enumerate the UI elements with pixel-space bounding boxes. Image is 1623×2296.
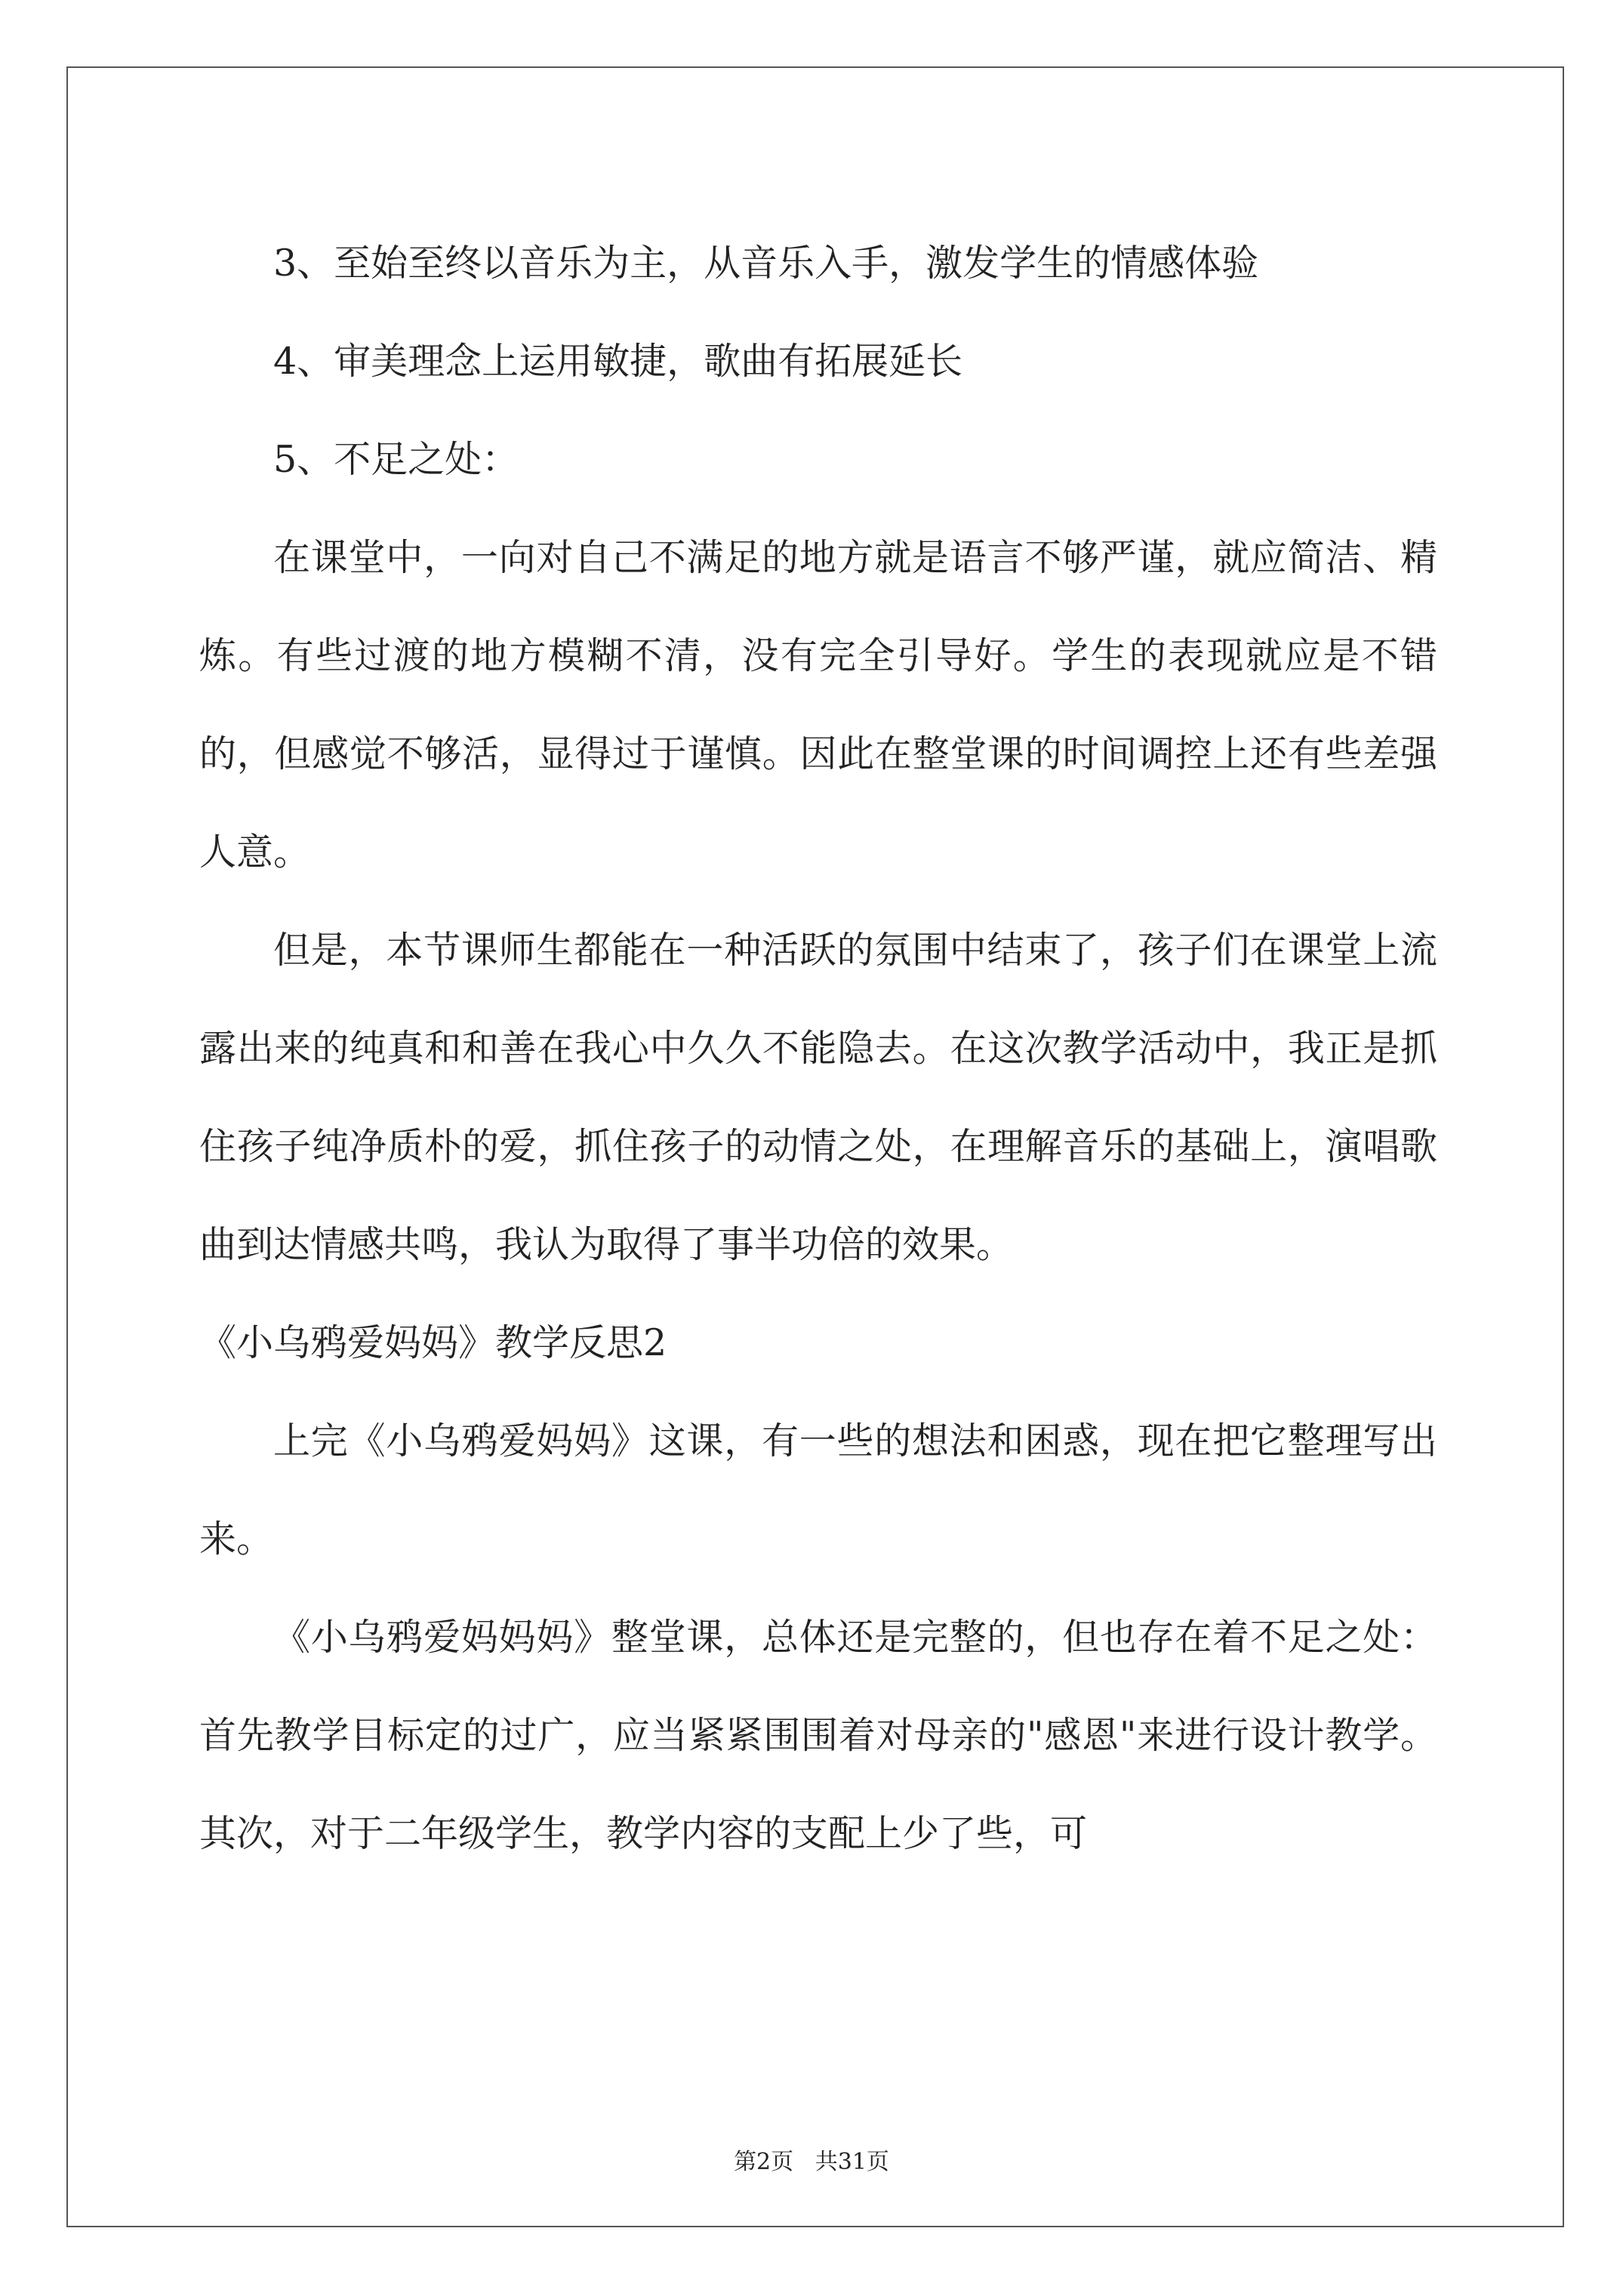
paragraph-item-3: 3、至始至终以音乐为主，从音乐入手，激发学生的情感体验 xyxy=(273,242,1259,285)
document-body xyxy=(199,214,1437,1883)
paragraph-intro: 上完《小乌鸦爱妈妈》这课，有一些的想法和困惑，现在把它整理写出来。 xyxy=(199,1419,1437,1561)
paragraph-item-4: 4、审美理念上运用敏捷，歌曲有拓展延长 xyxy=(273,340,963,383)
section-heading: 《小乌鸦爱妈妈》教学反思2 xyxy=(199,1321,667,1364)
paragraph-item-5: 5、不足之处： xyxy=(273,438,519,481)
paragraph-reflection: 《小乌鸦爱妈妈妈》整堂课，总体还是完整的，但也存在着不足之处：首先教学目标定的过广，应当紧紧围围着对母亲的"感恩"来进行设计教学。其次，对于二年级学生，教学内容的支配上少了些，可 xyxy=(199,1616,1437,1855)
paragraph-conclusion: 但是，本节课师生都能在一种活跃的氛围中结束了，孩子们在课堂上流露出来的纯真和和善在我心中久久不能隐去。在这次教学活动中，我正是抓住孩子纯净质朴的爱，抓住孩子的动情之处，在理解音乐的基础上，演唱歌曲到达情感共鸣，我认为取得了事半功倍的效果。 xyxy=(199,929,1437,1266)
page-footer: 第2页 共31页 xyxy=(734,2149,889,2175)
paragraph-shortcomings: 在课堂中，一向对自己不满足的地方就是语言不够严谨，就应简洁、精炼。有些过渡的地方模糊不清，没有完全引导好。学生的表现就应是不错的，但感觉不够活，显得过于谨慎。因此在整堂课的时间调控上还有些差强人意。 xyxy=(199,536,1437,874)
